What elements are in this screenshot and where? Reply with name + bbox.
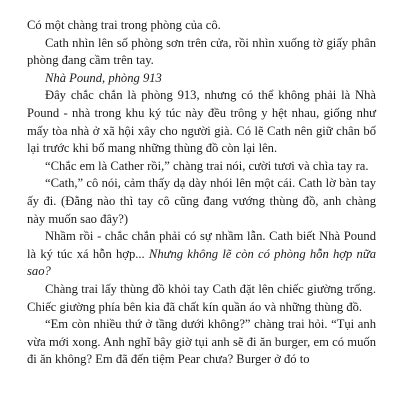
paragraph-p5 <box>27 158 376 176</box>
paragraph-p7 <box>27 228 376 281</box>
paragraph-p4 <box>27 87 376 157</box>
text-segment: Chàng trai lấy thùng đồ khỏi tay Cath đặt lên chiếc giường trống. Chiếc giường phía bên kia đã chất kín quần áo và những thùng đồ. <box>27 281 376 314</box>
text-segment: Cath nhìn lên số phòng sơn trên cửa, rồi nhìn xuống tờ giấy phân phòng đang cầm trên tay. <box>27 35 376 68</box>
paragraph-p6 <box>27 175 376 228</box>
text-segment: Đây chắc chắn là phòng 913, nhưng có thể không phải là Nhà Pound - nhà trong khu ký túc này đều trông y hệt nhau, giống như mấy tòa nhà ở xã hội xây cho người già. Có lẽ Cath nên giữ chân bố lại trước khi bố mang những thùng đồ còn lại lên. <box>27 88 376 156</box>
paragraph-p9 <box>27 316 376 369</box>
text-segment: Nhà Pound, phòng 913 <box>45 70 162 85</box>
book-page <box>27 17 376 369</box>
text-segment: Nhưng không lẽ còn có phòng hỗn hợp nữa sao? <box>27 246 376 279</box>
paragraph-p2 <box>27 35 376 70</box>
text-segment: “Em còn nhiều thứ ở tầng dưới không?” chàng trai hỏi. “Tụi anh vừa mới xong. Anh nghĩ bây giờ tụi anh sẽ đi ăn burger, em có muốn đi ăn không? Em đã đến tiệm Pear chưa? Burger ở đó to <box>27 317 376 367</box>
text-segment: “Cath,” cô nói, cảm thấy dạ dày nhói lên một cái. Cath lờ bàn tay ấy đi. (Đằng nào thì tay cô cũng đang vướng thùng đồ, anh chàng này muốn sao đây?) <box>27 176 376 226</box>
text-segment: “Chắc em là Cather rồi,” chàng trai nói, cười tươi và chìa tay ra. <box>45 158 369 173</box>
paragraph-p8 <box>27 281 376 316</box>
text-segment: Nhầm rồi - chắc chắn phải có sự nhầm lẫn. Cath biết Nhà Pound là ký túc xá hỗn hợp... <box>27 229 376 261</box>
text-segment: Có một chàng trai trong phòng của cô. <box>27 18 221 32</box>
paragraph-p1 <box>27 17 376 35</box>
paragraph-p3 <box>27 70 376 88</box>
